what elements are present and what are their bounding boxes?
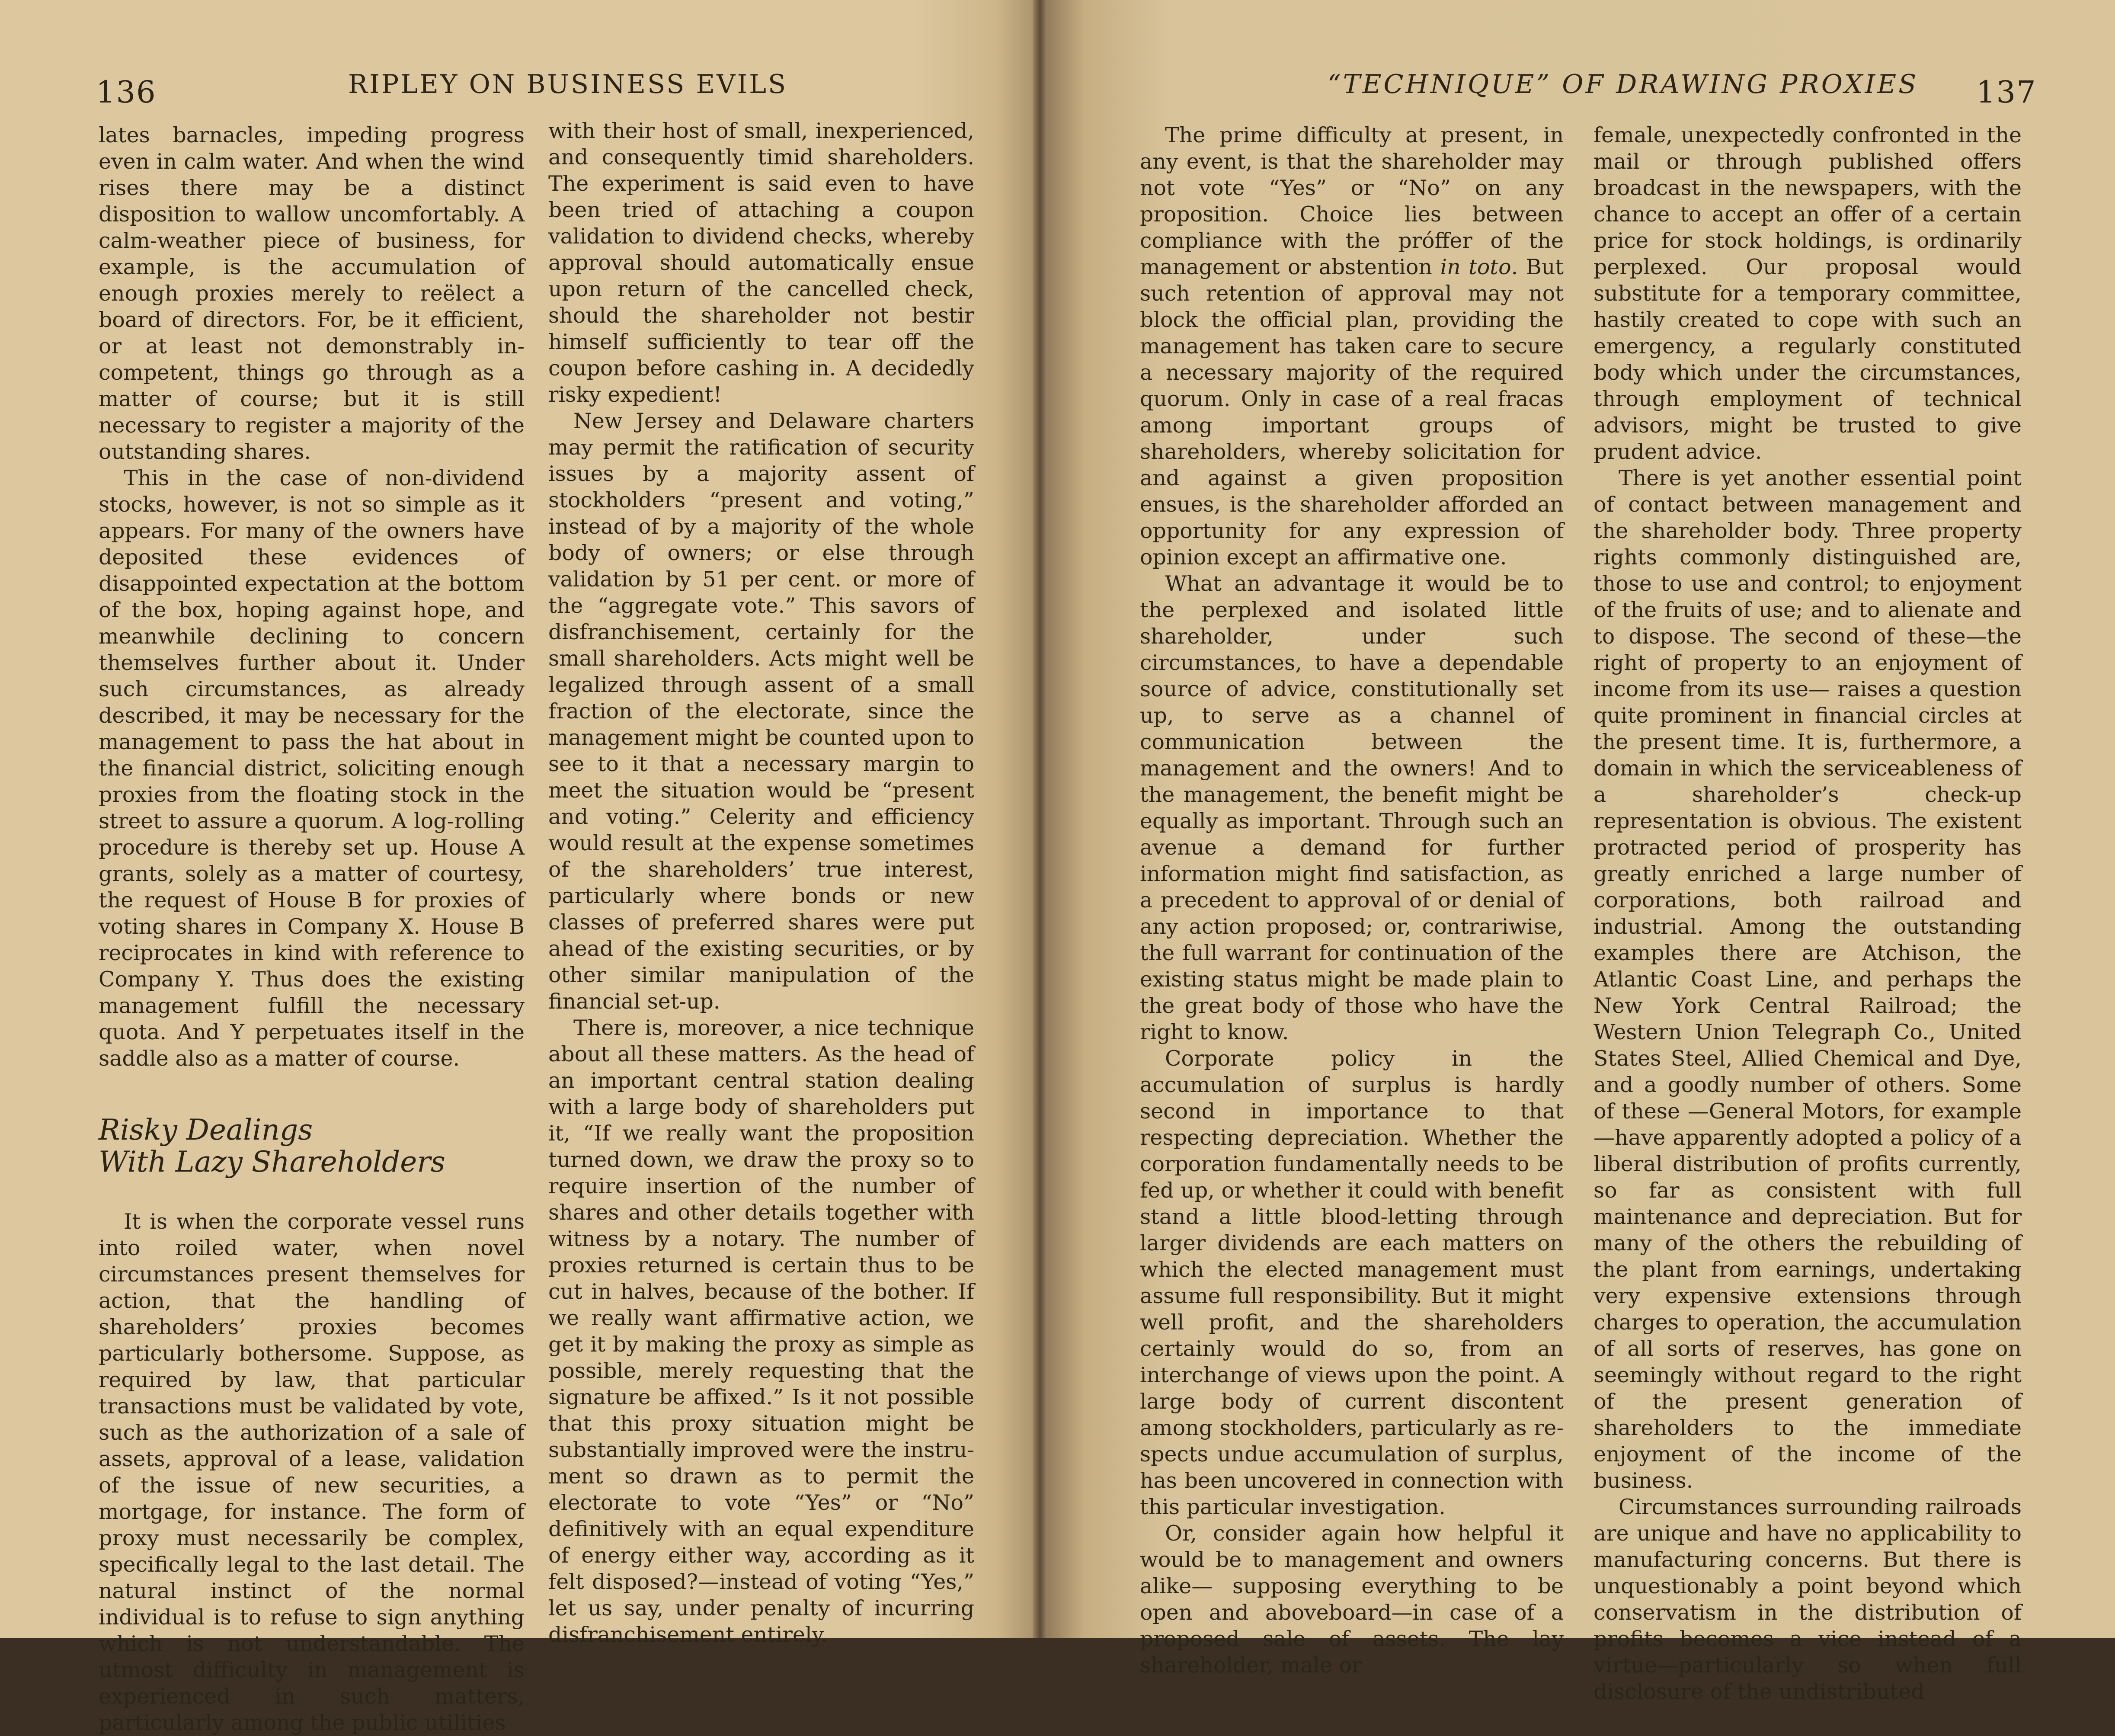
running-head-right bbox=[1042, 65, 2115, 117]
right-page bbox=[1042, 0, 2115, 1704]
paragraph: Corporate policy in the accumulation of surplus is hardly second in importance to that respecting depreciation. Whether the corporation fundamentally needs to be fed up, or whether it could with benefit stand a little blood-letting through larger dividends are each matters on which the elected management must assume full responsibility. But it might well profit, and the shareholders certainly would do so, from an interchange of views upon the point. A large body of current discontent among stockholders, particularly as respects undue accumulation of surplus, has been uncovered in connection with this particular investigation. bbox=[1140, 1046, 1564, 1519]
paragraph: with their host of small, inexperienced, and consequently timid shareholders. The experiment is said even to have been tried of attaching a coupon validation to dividend checks, whereby approval should automatically ensue upon return of the cancelled check, should the shareholder not bestir himself sufficiently to tear off the coupon before cashing in. A decidedly risky expedient! bbox=[548, 119, 974, 407]
paragraph: What an advantage it would be to the perplexed and isolated little shareholder, under such circumstances, to have a dependable source of advice, constitutionally set up, to serve as a channel of communication between the management and the owners! And to the management, the benefit might be equally as important. Through such an avenue a demand for further information might find satisfaction, as a precedent to approval of or denial of any action proposed; or, contrariwise, the full warrant for continuation of the existing status might be made plain to the great body of those who have the right to know. bbox=[1140, 571, 1564, 1044]
italic-phrase: in toto bbox=[1440, 255, 1511, 279]
text-run: . But such retention of approval may not block the official plan, providing the management has taken care to secure a necessary majority of the required quorum. Only in case of a real fracas among important groups of shareholders, whereby solicitation for and against a given proposition ensues, is the shareholder afforded an opportunity for any expression of opinion except an affirmative one. bbox=[1140, 255, 1564, 570]
paragraph: There is, moreover, a nice technique about all these matters. As the head of an important central station dealing with a large body of shareholders put it, “If we really want the proposition turned down, we draw the proxy so to require insertion of the number of shares and other details together with witness by a notary. The number of proxies returned is certain thus to be cut in halves, because of the bother. If we really want affirmative action, we get it by making the proxy as simple as possible, merely requesting that the signature be affixed.” Is it not possible that this proxy situation might be substantially improved were the instrument so drawn as to permit the electorate to vote “Yes” or “No” definitively with an equal expenditure of energy either way, according as it felt disposed?—instead of voting “Yes,” let us say, under penalty of incurring disfranchisement entirely. bbox=[548, 1015, 974, 1647]
paragraph: Circumstances surrounding railroads are unique and have no applicability to manufacturing concerns. But there is unquestionably a point beyond which conservatism in the distribution of profits becomes a vice instead of a virtue—particularly so when full disclosure of the undistributed bbox=[1593, 1495, 2022, 1704]
subheading-line-2: With Lazy Shareholders bbox=[99, 1145, 445, 1179]
paragraph bbox=[1140, 122, 1564, 570]
section-subheading bbox=[99, 1114, 525, 1178]
subheading-line-1: Risky Dealings bbox=[99, 1113, 313, 1147]
left-page-column-2 bbox=[548, 118, 974, 1648]
paragraph: There is yet another essential point of contact between management and the shareholder body. Three property rights commonly distinguished are, those to use and control; to enjoyment of the fruits of use; and to alienate and to dispose. The second of these—the right of property to an enjoyment of income from its use— raises a question quite prominent in financial circles at the present time. It is, furthermore, a domain in which the serviceableness of a shareholder’s check-up representation is obvious. The existent protracted period of prosperity has greatly enriched a large number of corporations, both railroad and industrial. Among the outstanding examples there are Atchison, the Atlantic Coast Line, and perhaps the New York Central Railroad; the Western Union Telegraph Co., United States Steel, Allied Chemical and Dye, and a goodly number of others. Some of these —General Motors, for example—have apparently adopted a policy of a liberal distribution of profits currently, so far as consistent with full maintenance and depreciation. But for many of the others the rebuilding of the plant from earnings, undertaking very expensive extensions through charges to operation, the accumulation of all sorts of reserves, has gone on seemingly without regard to the right of the present generation of shareholders to the immediate enjoyment of the income of the business. bbox=[1593, 466, 2022, 1493]
paragraph: It is when the corporate vessel runs into roiled water, when novel circumstances present themselves for action, that the handling of shareholders’ proxies becomes particularly bothersome. Suppose, as required by law, that particular transactions must be validated by vote, such as the authorization of a sale of assets, approval of a lease, validation of the issue of new securities, a mortgage, for instance. The form of proxy must necessarily be complex, specifically legal to the last detail. The natural instinct of the normal individual is to refuse to sign anything which is not understandable. The utmost difficulty in management is experienced in such matters, particularly among the public utilities bbox=[99, 1209, 525, 1735]
paragraph: female, unexpectedly confronted in the mail or through published offers broadcast in the newspapers, with the chance to accept an offer of a certain price for stock holdings, is ordinarily perplexed. Our proposal would substitute for a temporary committee, hastily created to cope with such an emergency, a regularly constituted body which under the circumstances, through employment of technical advisors, might be trusted to give prudent advice. bbox=[1593, 123, 2022, 464]
right-page-column-2 bbox=[1593, 122, 2022, 1705]
right-page-column-1 bbox=[1140, 122, 1564, 1678]
page-number-right: 137 bbox=[1976, 74, 2037, 110]
left-page-column-1 bbox=[99, 122, 525, 1736]
paragraph: New Jersey and Delaware charters may permit the ratification of security issues by a majority assent of stockholders “present and voting,” instead of by a majority of the whole body of owners; or else through validation by 51 per cent. or more of the “aggregate vote.” This savors of disfranchisement, certainly for the small shareholders. Acts might well be legalized through assent of a small fraction of the electorate, since the management might be counted upon to see to it that a necessary margin to meet the situation would be “present and voting.” Celerity and efficiency would result at the expense sometimes of the shareholders’ true interest, particularly where bonds or new classes of preferred shares were put ahead of the existing securities, or by other similar manipulation of the financial set-up. bbox=[548, 409, 974, 1014]
running-head-title-left: RIPLEY ON BUSINESS EVILS bbox=[348, 69, 788, 99]
book-gutter bbox=[1033, 0, 1047, 1638]
paragraph: This in the case of non-dividend stocks, however, is not so simple as it appears. For many of the owners have deposited these evidences of disappointed expectation at the bottom of the box, hoping against hope, and meanwhile declining to concern themselves further about it. Under such circumstances, as already described, it may be necessary for the management to pass the hat about in the financial district, soliciting enough proxies from the floating stock in the street to assure a quorum. A log-rolling procedure is thereby set up. House A grants, solely as a matter of courtesy, the request of House B for proxies of voting shares in Company X. House B reciprocates in kind with reference to Company Y. Thus does the existing management fulfill the necessary quota. And Y perpetuates itself in the saddle also as a matter of course. bbox=[99, 466, 525, 1071]
running-head-title-right: “TECHNIQUE” OF DRAWING PROXIES bbox=[1328, 69, 1919, 99]
page-number-left: 136 bbox=[96, 74, 157, 110]
text-run: The prime difficulty at present, in any event, is that the shareholder may not vote “Yes” or “No” on any proposition. Choice lies between compliance with the próffer of the management or abstention bbox=[1140, 123, 1564, 279]
left-page bbox=[0, 0, 1038, 1735]
paragraph: Or, consider again how helpful it would be to management and owners alike— supposing everything to be open and aboveboard—in case of a proposed sale of assets. The lay shareholder, male or bbox=[1140, 1521, 1564, 1678]
running-head-left bbox=[0, 65, 1038, 117]
paragraph: lates barnacles, impeding progress even in calm water. And when the wind rises there may be a distinct disposition to wallow uncomfortably. A calm-weather piece of business, for example, is the accumulation of enough proxies merely to reëlect a board of directors. For, be it efficient, or at least not demonstrably incompetent, things go through as a matter of course; but it is still necessary to register a majority of the outstanding shares. bbox=[99, 123, 525, 464]
